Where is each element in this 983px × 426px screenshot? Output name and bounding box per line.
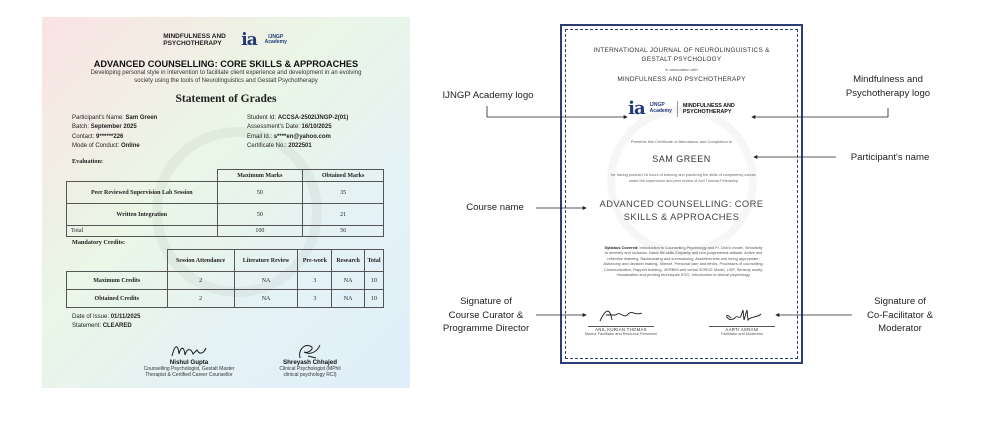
column-header: Obtained Marks: [303, 170, 384, 182]
ijngp-logo-text: IJNGP Academy: [264, 34, 287, 45]
column-header: Total: [365, 250, 384, 272]
signatory-aarti: AARTI ASRANI Facilitator and Moderator: [697, 306, 787, 337]
annotation-ijngp-logo: IJNGP Academy logo: [442, 90, 534, 101]
annotation-mindfulness-logo: Mindfulness and Psychotherapy logo: [845, 74, 931, 99]
issue-info: Date of Issue: 01/11/2025 Statement: CLEARED: [72, 314, 141, 329]
signatory-shreyash: Shreyash Chhajed Clinical Psychologist (MPhil clinical psychology RCI): [258, 342, 362, 378]
signatory-nishul: Nishul Gupta Counselling Psychologist, Gestalt Master Therapist & Certified Career Counsellor: [134, 342, 244, 378]
column-header: Maximum Marks: [217, 170, 303, 182]
course-title: ADVANCED COUNSELLING: CORE SKILLS & APPROACHES: [93, 59, 359, 69]
ijngp-logo-mark: ia: [628, 98, 645, 119]
ijngp-logo-mark: ia: [241, 30, 257, 50]
pursued-text: for having pursued 16 hours of learning and practicing the skills of competency course under the supervision and peer review of Anil Thomas Fellowship: [611, 173, 756, 183]
table-row: Maximum Credits 2 NA 3 NA 10: [67, 272, 384, 290]
info-row: Certificate No.: 2022501: [247, 142, 312, 149]
mindfulness-title: MINDFULNESS AND PSYCHOTHERAPY: [617, 76, 746, 83]
association-text: in association with: [665, 67, 698, 72]
evaluation-label: Evaluation:: [72, 158, 103, 165]
annotation-signature-cofacilitator: Signature of Co-Facilitator & Moderator: [866, 296, 934, 334]
annotation-participant-name: Participant's name: [850, 152, 930, 163]
ijngp-logo-text: IJNGP Academy: [649, 102, 672, 114]
info-row: Student Id: ACCSA-2502IJNGP-2(01): [247, 115, 349, 121]
info-row: Email Id.: s****en@yahoo.com: [247, 133, 331, 140]
info-row: Mode of Conduct: Online: [72, 142, 140, 149]
annotation-signature-curator: Signature of Course Curator & Programme Director: [442, 296, 530, 334]
column-header: Pre-work: [298, 250, 332, 272]
statement-title: Statement of Grades: [175, 93, 277, 105]
credits-label: Mandatory Credits:: [72, 239, 125, 246]
mindfulness-brand-text: MINDFULNESS AND PSYCHOTHERAPY: [163, 33, 226, 47]
presents-text: Presents this Certificate of Attendance and Completion to: [630, 139, 733, 144]
column-header: Session Attendance: [167, 250, 234, 272]
column-header: Research: [332, 250, 365, 272]
annotation-course-name: Course name: [466, 202, 524, 213]
course-name: ADVANCED COUNSELLING: CORE SKILLS & APPROACHES: [599, 198, 764, 222]
info-row: Assessment's Date: 16/10/2025: [247, 124, 332, 131]
info-row: Batch: September 2025: [72, 124, 137, 131]
table-row: Obtained Credits 2 NA 3 NA 10: [67, 290, 384, 308]
table-row: Peer Reviewed Supervision Lab Session 50 35: [67, 182, 384, 204]
info-row: Participant's Name: Sam Green: [72, 115, 158, 121]
course-description: Developing personal style in intervention to facilitate client experience and development in an evolving society using the tools of Neurolinguistics and Gestalt Psychotherapy: [90, 70, 362, 84]
table-total-row: Total 100 56: [67, 226, 384, 237]
journal-title: INTERNATIONAL JOURNAL OF NEUROLINGUISTICS & GESTALT PSYCHOLOGY: [593, 47, 770, 63]
signatory-anil: ANIL KURIAN THOMAS Mentor Facilitator and Resource Personnel: [576, 306, 666, 337]
info-row: Contact: 9******226: [72, 133, 124, 140]
syllabus-text: Syllabus Covered: Introduction to Counselling Psychology and Fr. Dick's model, Sensitivity to diversity and inclusion, Basic life skills Empathy and non-judgemental attitude, Active and reflective listening, Backtracking and summarising, Assertiveness and being appropriate, Autonomy and decision making, Silence, Personal care and ethics, Processes of counselling, Communication, Rapport building, VERBIM and verbal SORCE Model, LSIP, Sensory acuity, Visualisation and probing techniques EGO, Introduction to clinical psychology.: [603, 245, 764, 278]
table-row: Written Integration 50 21: [67, 204, 384, 226]
mindfulness-logo: MINDFULNESS AND PSYCHOTHERAPY: [682, 102, 735, 115]
column-header: Literature Review: [234, 250, 298, 272]
participant-name: SAM GREEN: [652, 154, 711, 164]
